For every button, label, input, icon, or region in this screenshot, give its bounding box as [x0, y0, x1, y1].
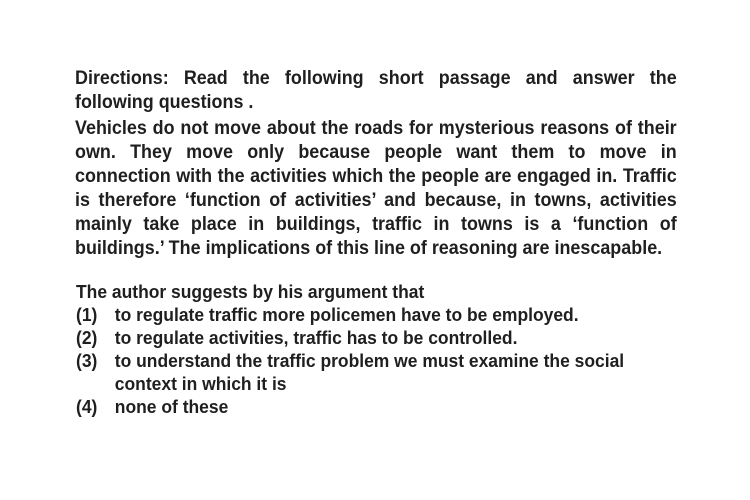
option-number: (4)	[76, 397, 98, 417]
option-text: to regulate activities, traffic has to be controlled.	[114, 328, 518, 348]
passage-text: Vehicles do not move about the roads for mysterious reasons of their own. They move only because people want them to move in connection with the activities which the people are engaged in. Traffic is therefore ‘function of activities’ and because, in towns, activities mainly take place in buildings, traffic in towns is a ‘function of buildings.’ The implications of this line of reasoning are inescapable.	[75, 117, 677, 259]
option-number: (2)	[76, 328, 98, 348]
answer-options	[76, 304, 658, 419]
directions-text: Directions: Read the following short passage and answer the following questions .	[75, 67, 677, 113]
option-number: (3)	[76, 351, 98, 371]
option-number: (1)	[76, 305, 98, 325]
option-text: to understand the traffic problem we must examine the social context in which it is	[114, 351, 625, 394]
answer-option-1[interactable]	[76, 304, 658, 327]
answer-option-2[interactable]	[76, 327, 658, 350]
option-text: to regulate traffic more policemen have to be employed.	[114, 305, 579, 325]
answer-option-3[interactable]	[76, 350, 658, 396]
answer-option-4[interactable]	[76, 396, 658, 419]
option-text: none of these	[114, 397, 229, 417]
question-stem: The author suggests by his argument that	[76, 282, 425, 302]
